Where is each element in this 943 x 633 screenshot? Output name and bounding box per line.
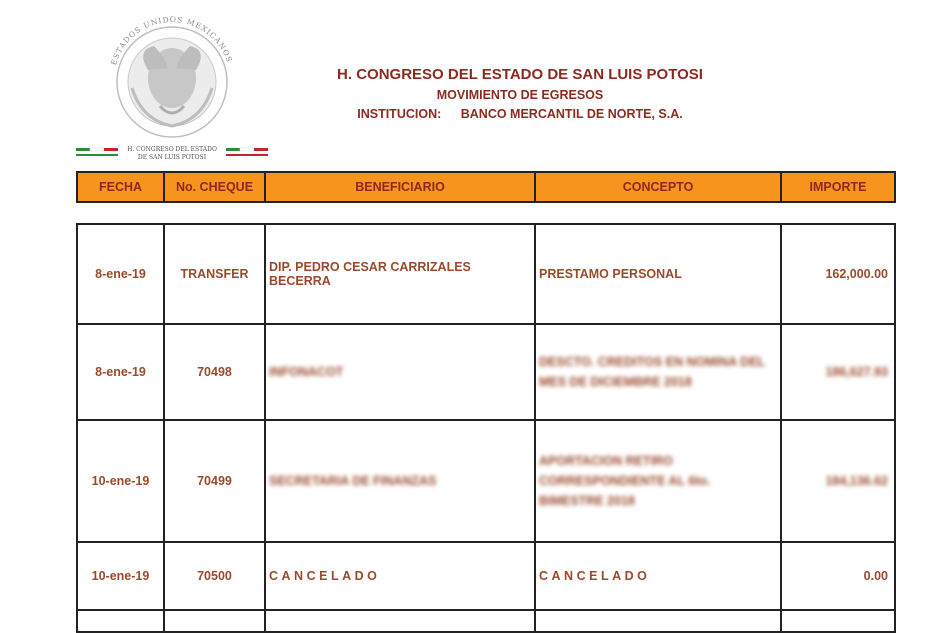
- cell-concepto: [535, 324, 781, 420]
- cell-importe: 0.00: [781, 542, 895, 610]
- cell-empty: [265, 610, 535, 632]
- concepto-line: APORTACION RETIRO: [539, 454, 673, 468]
- redacted-text: SECRETARIA DE FINANZAS: [269, 474, 437, 488]
- column-header-cheque: No. CHEQUE: [164, 172, 265, 202]
- table-row: [77, 324, 895, 420]
- cell-cheque: 70499: [164, 420, 265, 542]
- table-row: [77, 224, 895, 324]
- cell-beneficiario: [265, 324, 535, 420]
- concepto-line: BIMESTRE 2018: [539, 494, 635, 508]
- institution-line: [280, 107, 760, 121]
- column-header-importe: IMPORTE: [781, 172, 895, 202]
- cell-beneficiario: CANCELADO: [265, 542, 535, 610]
- eagle-seal-icon: [72, 10, 272, 165]
- cell-fecha: 10-ene-19: [77, 420, 164, 542]
- report-subtitle: MOVIMIENTO DE EGRESOS: [436, 88, 604, 102]
- cell-empty: [77, 610, 164, 632]
- redacted-text: 184,136.62: [825, 474, 888, 488]
- cell-cheque: TRANSFER: [164, 224, 265, 324]
- concepto-line: DESCTO. CREDITOS EN NOMINA DEL: [539, 355, 766, 369]
- cell-importe: 162,000.00: [781, 224, 895, 324]
- cell-concepto: CANCELADO: [535, 542, 781, 610]
- svg-text:DE SAN LUIS POTOSI: DE SAN LUIS POTOSI: [137, 154, 207, 161]
- cell-cheque: 70498: [164, 324, 265, 420]
- column-header-beneficiario: BENEFICIARIO: [265, 172, 535, 202]
- cell-fecha: 10-ene-19: [77, 542, 164, 610]
- concepto-line: CORRESPONDIENTE AL 6to.: [539, 474, 711, 488]
- institution-value: BANCO MERCANTIL DE NORTE, S.A.: [460, 107, 683, 121]
- cell-concepto: [535, 420, 781, 542]
- cell-importe: [781, 420, 895, 542]
- institution-label: INSTITUCION:: [357, 107, 442, 121]
- redacted-text: INFONACOT: [269, 365, 344, 379]
- report-header: [280, 66, 760, 121]
- report-title: H. CONGRESO DEL ESTADO DE SAN LUIS POTOSI: [337, 66, 703, 83]
- table-row: [77, 542, 895, 610]
- cell-concepto: PRESTAMO PERSONAL: [535, 224, 781, 324]
- cell-empty: [535, 610, 781, 632]
- table-row: [77, 420, 895, 542]
- svg-text:ESTADOS UNIDOS MEXICANOS: ESTADOS UNIDOS MEXICANOS: [109, 14, 235, 67]
- cell-beneficiario: [265, 420, 535, 542]
- cell-beneficiario: DIP. PEDRO CESAR CARRIZALES BECERRA: [265, 224, 535, 324]
- column-header-bar: [76, 171, 894, 203]
- table-row: [77, 610, 895, 632]
- svg-text:H. CONGRESO DEL ESTADO: H. CONGRESO DEL ESTADO: [127, 146, 217, 153]
- cell-empty: [164, 610, 265, 632]
- expenses-table: [76, 223, 894, 633]
- cell-importe: [781, 324, 895, 420]
- congress-seal-logo: [72, 10, 272, 165]
- concepto-line: MES DE DICIEMBRE 2018: [539, 375, 692, 389]
- cell-fecha: 8-ene-19: [77, 324, 164, 420]
- cell-fecha: 8-ene-19: [77, 224, 164, 324]
- redacted-text: 186,627.93: [825, 365, 888, 379]
- column-header-concepto: CONCEPTO: [535, 172, 781, 202]
- cell-empty: [781, 610, 895, 632]
- cell-cheque: 70500: [164, 542, 265, 610]
- column-header-fecha: FECHA: [77, 172, 164, 202]
